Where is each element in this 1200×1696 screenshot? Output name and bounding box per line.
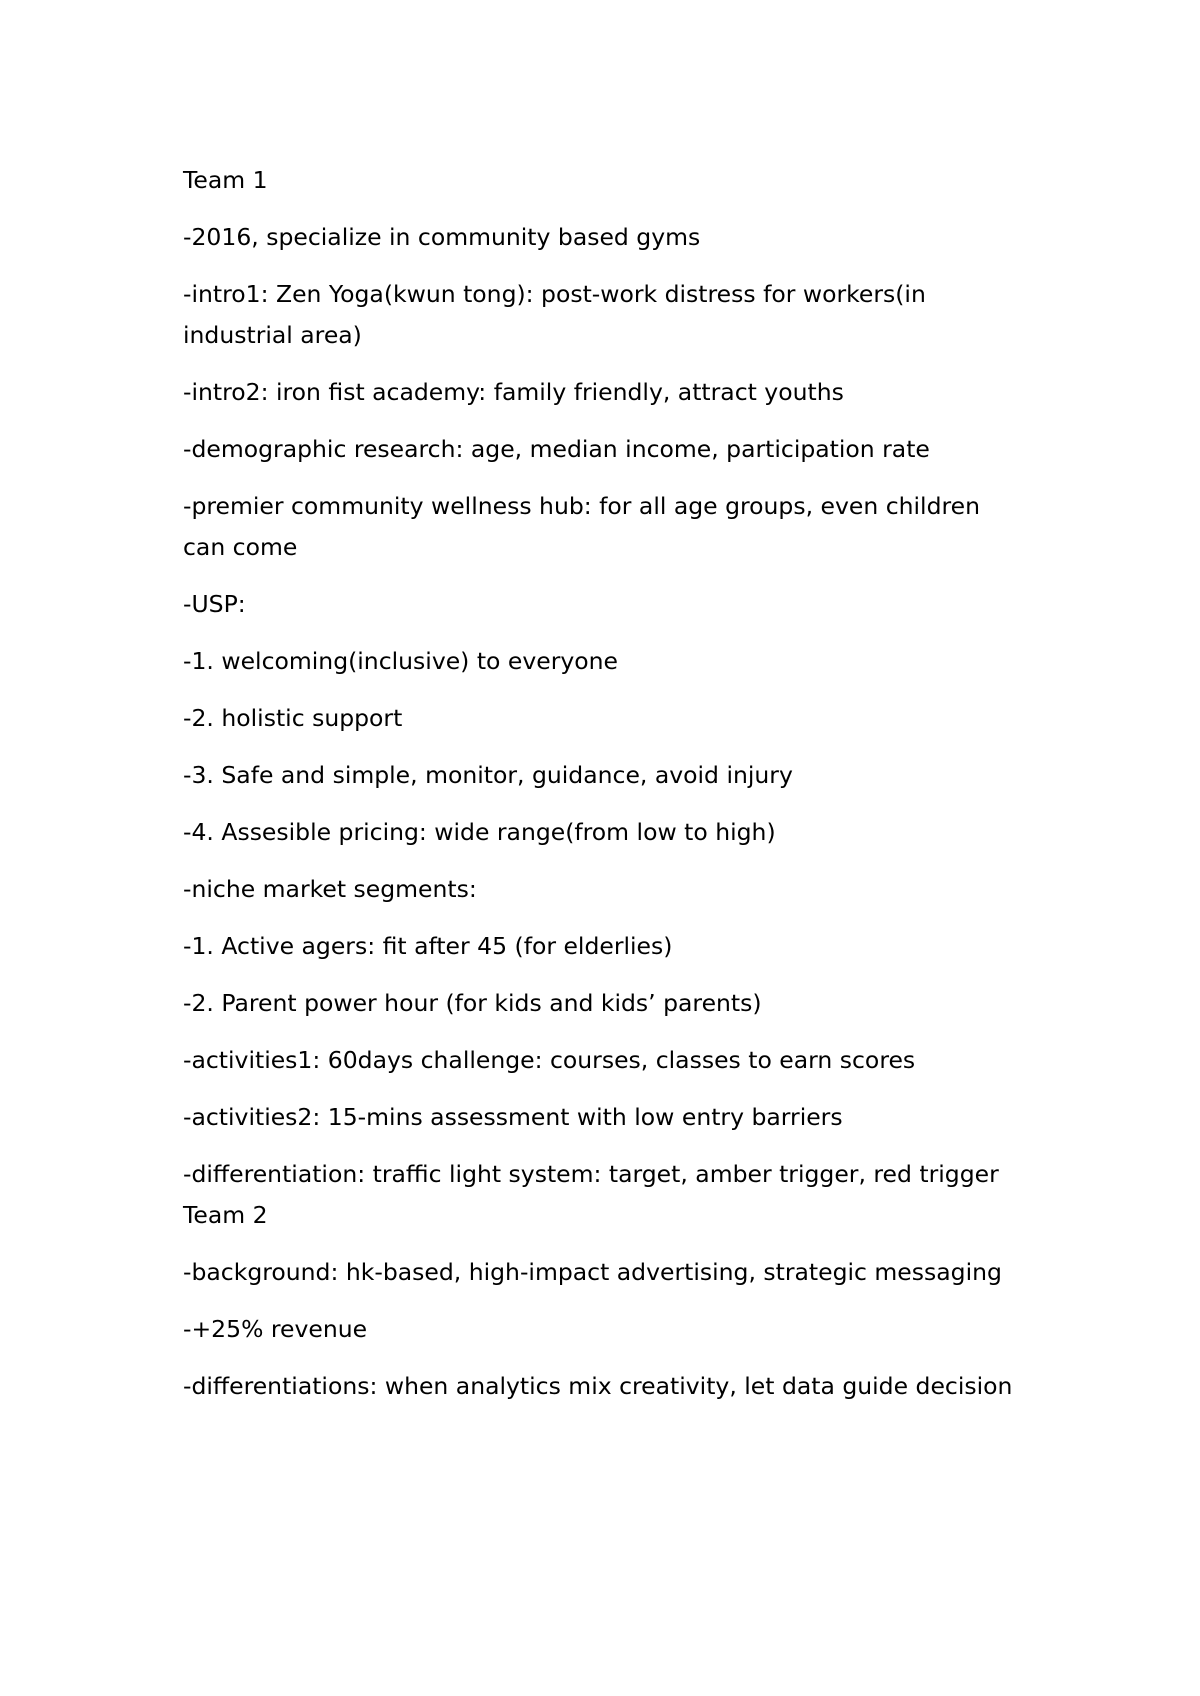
team1-line-niche-2: -2. Parent power hour (for kids and kids’ parents) — [183, 989, 762, 1017]
team1-line-activities1: -activities1: 60days challenge: courses, classes to earn scores — [183, 1046, 916, 1074]
team1-line-wellness-hub: -premier community wellness hub: for all age groups, even children can come — [183, 492, 981, 561]
team1-line-activities2: -activities2: 15-mins assessment with low entry barriers — [183, 1103, 843, 1131]
team1-line-usp-3: -3. Safe and simple, monitor, guidance, avoid injury — [183, 761, 793, 789]
team1-line-usp-4: -4. Assesible pricing: wide range(from low to high) — [183, 818, 776, 846]
team1-line-usp-1: -1. welcoming(inclusive) to everyone — [183, 647, 619, 675]
team1-line-differentiation: -differentiation: traffic light system: target, amber trigger, red trigger — [183, 1160, 999, 1188]
team1-line-intro2: -intro2: iron fist academy: family friendly, attract youths — [183, 378, 844, 406]
team2-line-differentiations: -differentiations: when analytics mix creativity, let data guide decision — [183, 1372, 1013, 1400]
team1-line-intro1: -intro1: Zen Yoga(kwun tong): post-work distress for workers(in industrial area) — [183, 280, 926, 349]
team1-line-demographic: -demographic research: age, median income, participation rate — [183, 435, 930, 463]
team1-line-niche-1: -1. Active agers: fit after 45 (for elderlies) — [183, 932, 673, 960]
team1-line-usp: -USP: — [183, 590, 246, 618]
team2-heading: Team 2 — [183, 1201, 268, 1229]
document-body — [183, 160, 1023, 1423]
team1-line-usp-2: -2. holistic support — [183, 704, 403, 732]
team1-line-founded: -2016, specialize in community based gyms — [183, 223, 701, 251]
team2-line-revenue: -+25% revenue — [183, 1315, 368, 1343]
team1-heading: Team 1 — [183, 166, 268, 194]
team2-line-background: -background: hk-based, high-impact advertising, strategic messaging — [183, 1258, 1002, 1286]
team1-line-niche: -niche market segments: — [183, 875, 477, 903]
